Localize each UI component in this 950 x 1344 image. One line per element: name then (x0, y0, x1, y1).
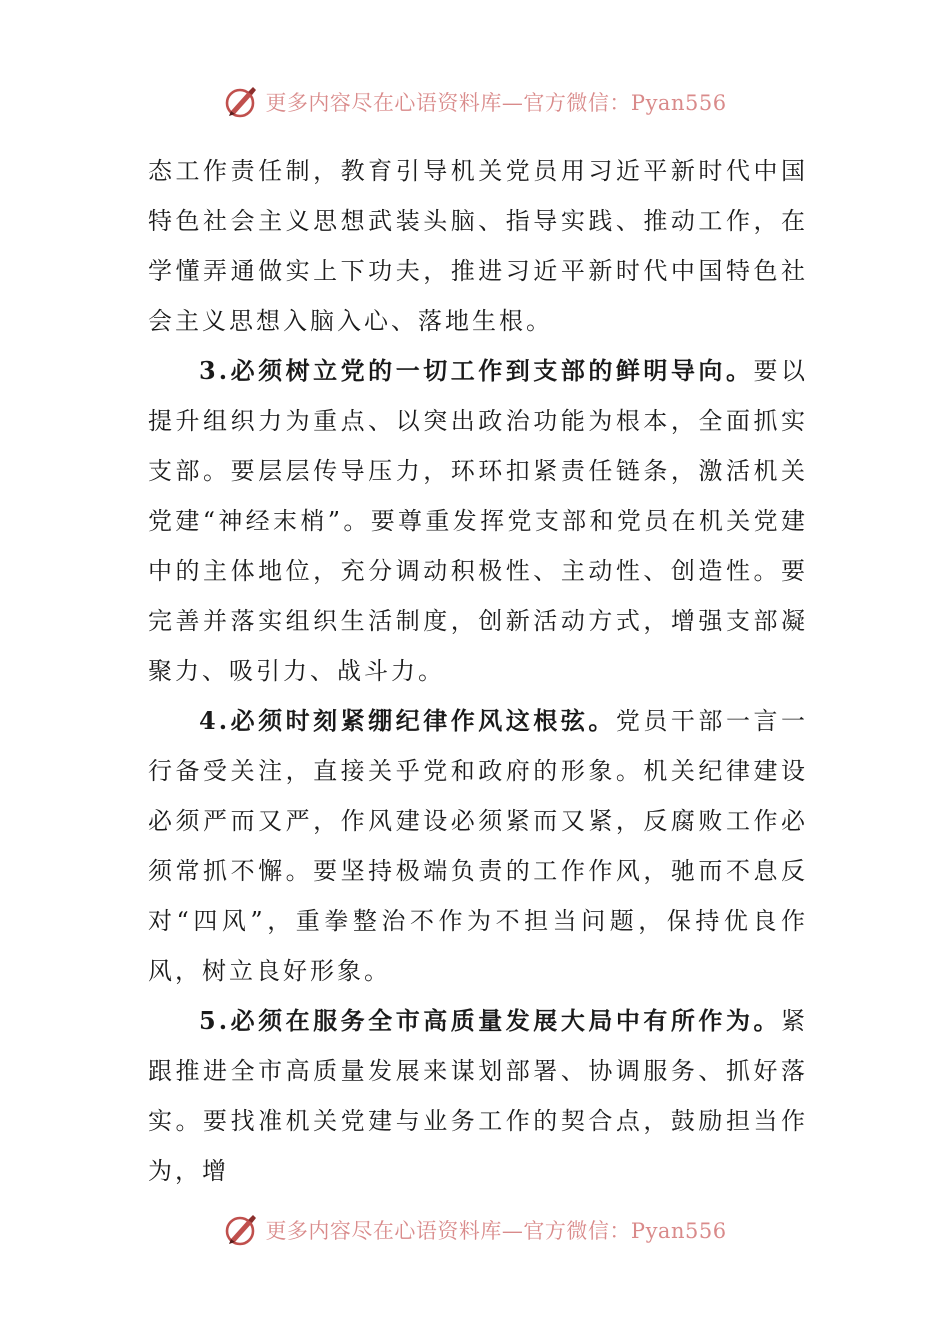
header-watermark-text: 更多内容尽在心语资料库—官方微信：Pyan556 (265, 91, 727, 115)
paragraph-text: 态工作责任制，教育引导机关党员用习近平新时代中国特色社会主义思想武装头脑、指导实践、推动工作，在学懂弄通做实上下功夫，推进习近平新时代中国特色社会主义思想入脑入心、落地生根。 (148, 157, 808, 335)
paragraph-heading: 3.必须树立党的一切工作到支部的鲜明导向。 (199, 356, 754, 385)
paragraph-text: 要以提升组织力为重点、以突出政治功能为根本，全面抓实支部。要层层传导压力，环环扣紧责任链条，激活机关党建“神经末梢”。要尊重发挥党支部和党员在机关党建中的主体地位，充分调动积极性、主动性、创造性。要完善并落实组织生活制度，创新活动方式，增强支部凝聚力、吸引力、战斗力。 (148, 357, 809, 685)
paragraph-item-3 (148, 346, 808, 696)
paragraph-heading: 4.必须时刻紧绷纪律作风这根弦。 (199, 706, 616, 735)
paragraph-item-5 (148, 996, 808, 1196)
document-body (148, 146, 808, 1196)
paragraph-text: 紧跟推进全市高质量发展来谋划部署、协调服务、抓好落实。要找准机关党建与业务工作的契合点，鼓励担当作为，增 (148, 1007, 808, 1185)
pen-logo-icon (223, 1212, 259, 1248)
paragraph-item-4 (148, 696, 808, 996)
paragraph-continuation (148, 146, 808, 346)
paragraph-text: 党员干部一言一行备受关注，直接关乎党和政府的形象。机关纪律建设必须严而又严，作风建设必须紧而又紧，反腐败工作必须常抓不懈。要坚持极端负责的工作作风，驰而不息反对“四风”，重拳整治不作为不担当问题，保持优良作风，树立良好形象。 (148, 707, 808, 985)
paragraph-heading: 5.必须在服务全市高质量发展大局中有所作为。 (199, 1006, 781, 1035)
footer-watermark-text: 更多内容尽在心语资料库—官方微信：Pyan556 (265, 1219, 727, 1243)
header-watermark-banner (0, 80, 950, 124)
footer-watermark-banner (0, 1208, 950, 1252)
pen-logo-icon (223, 84, 259, 120)
